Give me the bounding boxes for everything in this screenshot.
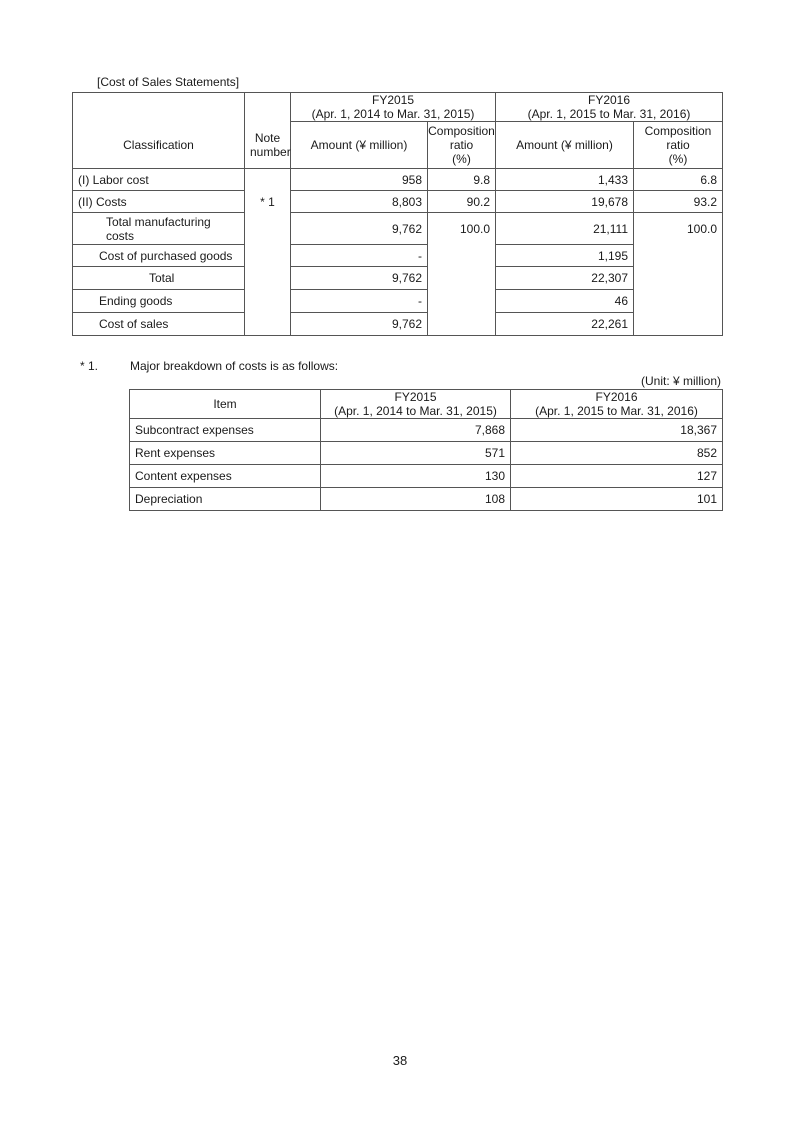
amount-cell: 19,678 <box>496 191 634 213</box>
fy2016-header: FY2016 (Apr. 1, 2015 to Mar. 31, 2016) <box>496 93 723 122</box>
footnote-marker: * 1. <box>80 359 99 373</box>
amount-cell: 1,433 <box>496 169 634 191</box>
amount-cell: 22,261 <box>496 313 634 336</box>
table-row <box>73 191 723 213</box>
amount-cell: 21,111 <box>496 213 634 245</box>
note-number-cell: * 1 <box>245 169 291 336</box>
table-header-row <box>73 122 723 169</box>
table-row <box>73 169 723 191</box>
amount-cell: 9,762 <box>291 313 428 336</box>
item-cell: Depreciation <box>130 488 321 511</box>
item-header: Item <box>130 390 321 419</box>
table-row <box>73 313 723 336</box>
note-number-header: Note number <box>245 122 291 169</box>
ratio-cell: 100.0 <box>634 213 723 336</box>
fy2015-header: FY2015 (Apr. 1, 2014 to Mar. 31, 2015) <box>321 390 511 419</box>
table-row <box>130 488 723 511</box>
amount-cell: - <box>291 245 428 267</box>
item-cell: Rent expenses <box>130 442 321 465</box>
fy2015-header: FY2015 (Apr. 1, 2014 to Mar. 31, 2015) <box>291 93 496 122</box>
table-row <box>73 213 723 245</box>
table-row <box>73 245 723 267</box>
section-heading: [Cost of Sales Statements] <box>97 75 240 89</box>
cost-of-purchased-goods-label: Cost of purchased goods <box>73 245 245 267</box>
fy2016-header: FY2016 (Apr. 1, 2015 to Mar. 31, 2016) <box>511 390 723 419</box>
value-cell: 18,367 <box>511 419 723 442</box>
item-cell: Subcontract expenses <box>130 419 321 442</box>
value-cell: 7,868 <box>321 419 511 442</box>
classification-header: Classification <box>73 122 245 169</box>
item-cell: Content expenses <box>130 465 321 488</box>
amount-header-fy2016: Amount (¥ million) <box>496 122 634 169</box>
amount-cell: 9,762 <box>291 213 428 245</box>
cost-breakdown-table <box>129 389 723 511</box>
amount-cell: 46 <box>496 290 634 313</box>
ratio-cell: 100.0 <box>428 213 496 336</box>
labor-cost-label: (I) Labor cost <box>73 169 245 191</box>
cost-of-sales-table <box>72 92 723 336</box>
table-row <box>130 419 723 442</box>
amount-cell: 8,803 <box>291 191 428 213</box>
footnote-text: Major breakdown of costs is as follows: <box>130 359 339 373</box>
costs-label: (II) Costs <box>73 191 245 213</box>
value-cell: 108 <box>321 488 511 511</box>
table-row <box>130 465 723 488</box>
amount-cell: 1,195 <box>496 245 634 267</box>
total-label: Total <box>73 267 245 290</box>
cost-of-sales-label: Cost of sales <box>73 313 245 336</box>
table-row <box>130 442 723 465</box>
ratio-header-fy2015: Composition ratio (%) <box>428 122 496 169</box>
value-cell: 101 <box>511 488 723 511</box>
value-cell: 130 <box>321 465 511 488</box>
total-manufacturing-costs-label: Total manufacturing costs <box>73 213 245 245</box>
ending-goods-label: Ending goods <box>73 290 245 313</box>
unit-note: (Unit: ¥ million) <box>640 374 721 388</box>
table-row <box>73 290 723 313</box>
table-header-row <box>130 390 723 419</box>
ratio-cell: 90.2 <box>428 191 496 213</box>
amount-cell: 958 <box>291 169 428 191</box>
ratio-cell: 9.8 <box>428 169 496 191</box>
amount-cell: - <box>291 290 428 313</box>
table-header-row <box>73 93 723 122</box>
amount-cell: 22,307 <box>496 267 634 290</box>
ratio-cell: 6.8 <box>634 169 723 191</box>
amount-cell: 9,762 <box>291 267 428 290</box>
value-cell: 571 <box>321 442 511 465</box>
value-cell: 852 <box>511 442 723 465</box>
ratio-cell: 93.2 <box>634 191 723 213</box>
ratio-header-fy2016: Composition ratio (%) <box>634 122 723 169</box>
table-row <box>73 267 723 290</box>
amount-header-fy2015: Amount (¥ million) <box>291 122 428 169</box>
page-number: 38 <box>392 1053 408 1068</box>
value-cell: 127 <box>511 465 723 488</box>
